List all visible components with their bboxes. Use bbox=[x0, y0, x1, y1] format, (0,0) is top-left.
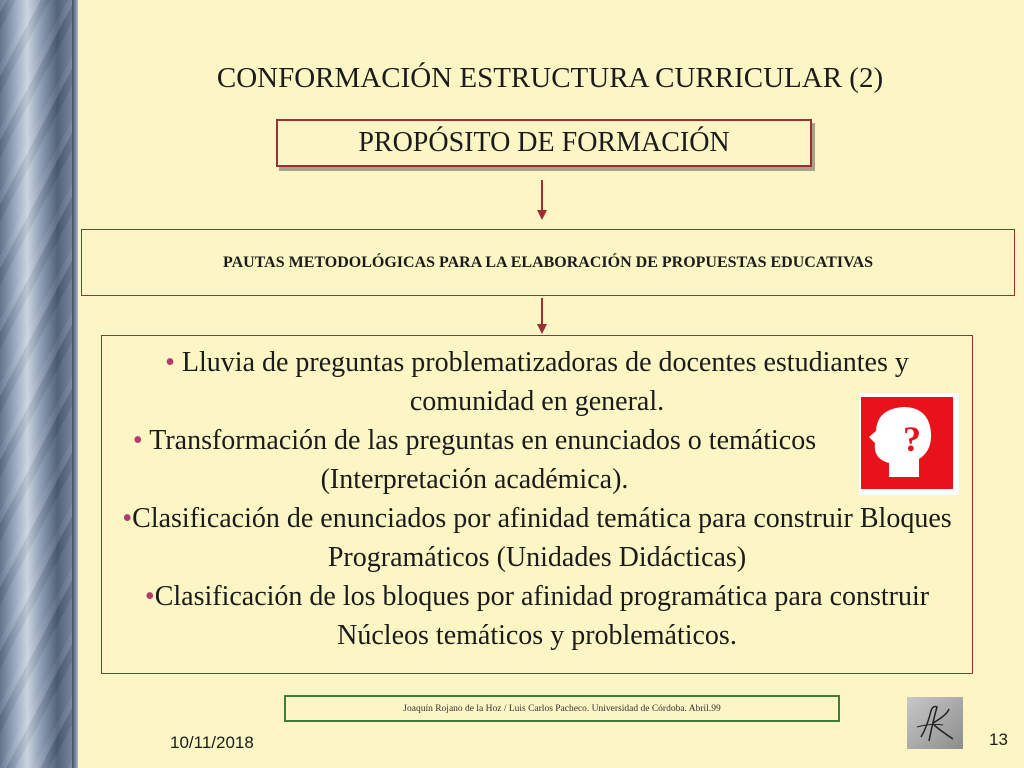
page-number: 13 bbox=[989, 730, 1008, 749]
bullet-marker: • bbox=[165, 347, 175, 378]
credit-footer: Joaquín Rojano de la Hoz / Luis Carlos Pacheco. Universidad de Córdoba. Abril.99 bbox=[284, 695, 840, 722]
bullet-text: Clasificación de los bloques por afinidad programática para construir Núcleos temáticos y problemáticos. bbox=[154, 581, 930, 651]
sidebar-edge bbox=[72, 0, 78, 768]
bullet-text: Transformación de las preguntas en enunciados o temáticos (Interpretación académica). bbox=[142, 425, 817, 495]
decorative-sidebar bbox=[0, 0, 72, 768]
bullet-marker: • bbox=[132, 425, 143, 456]
bullet-text: Clasificación de enunciados por afinidad temática para construir Bloques Programáticos (Unidades Didácticas) bbox=[132, 503, 952, 573]
down-arrow-icon bbox=[534, 180, 550, 220]
bullet-marker: • bbox=[122, 503, 133, 534]
slide-date: 10/11/2018 bbox=[170, 733, 254, 752]
purpose-box: PROPÓSITO DE FORMACIÓN bbox=[276, 119, 812, 167]
slide-title: CONFORMACIÓN ESTRUCTURA CURRICULAR (2) bbox=[216, 62, 884, 94]
question-head-icon bbox=[859, 393, 959, 495]
bullet-item bbox=[110, 343, 964, 421]
bullet-list bbox=[110, 343, 964, 655]
bullet-item bbox=[110, 577, 964, 655]
bullet-item bbox=[110, 499, 964, 577]
pautas-box: PAUTAS METODOLÓGICAS PARA LA ELABORACIÓN DE PROPUESTAS EDUCATIVAS bbox=[81, 229, 1015, 296]
jr-logo-icon bbox=[907, 697, 963, 749]
svg-text:?: ? bbox=[903, 419, 921, 459]
bullet-text: Lluvia de preguntas problematizadoras de docentes estudiantes y comunidad en general. bbox=[174, 347, 909, 417]
bullet-item bbox=[110, 421, 964, 499]
bullet-marker: • bbox=[144, 581, 155, 612]
down-arrow-icon bbox=[534, 298, 550, 334]
